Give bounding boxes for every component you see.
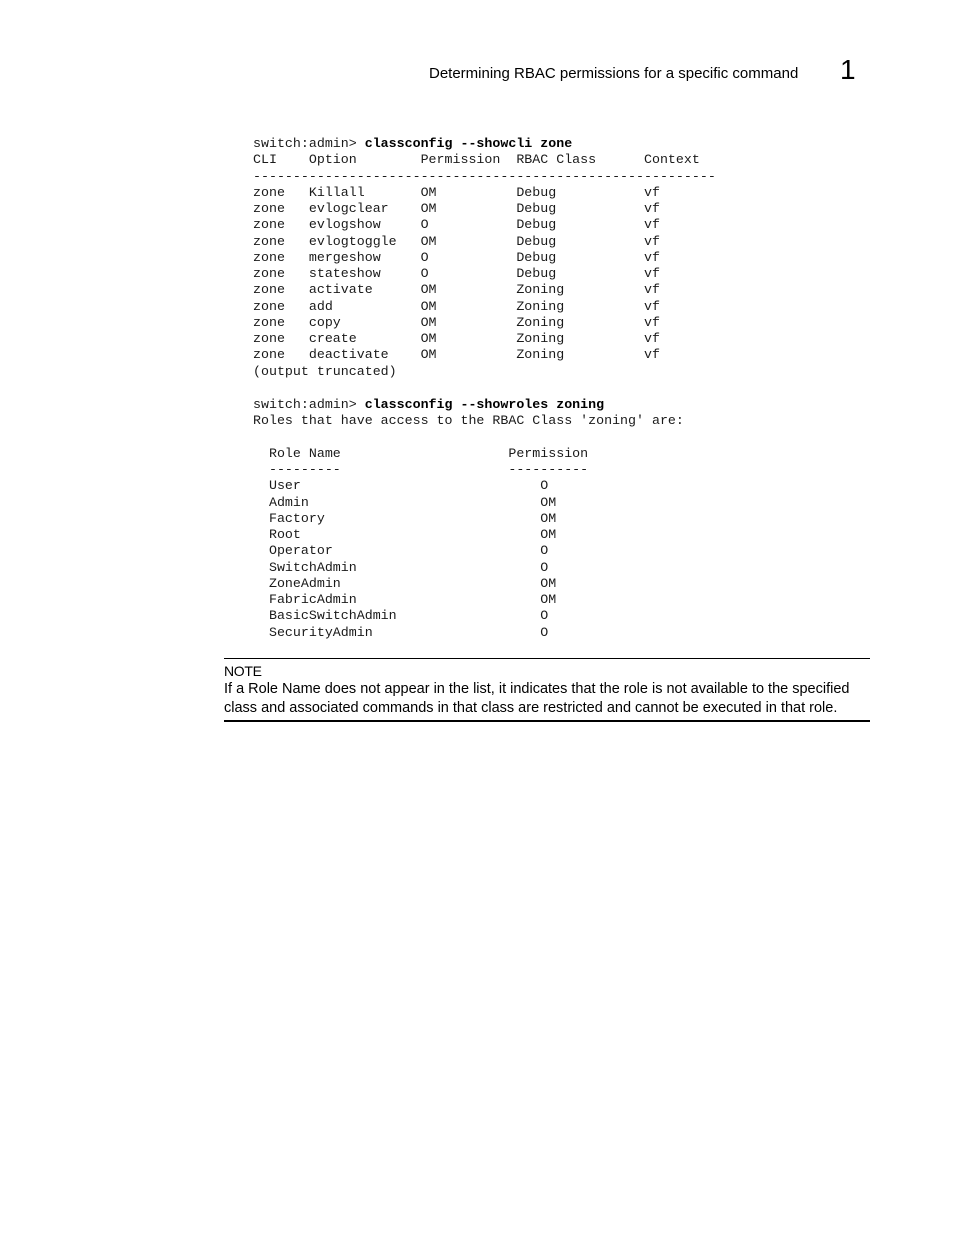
showroles-code-block (253, 397, 684, 641)
showcli-command-line (253, 136, 716, 152)
prompt: switch:admin> (253, 136, 365, 151)
showcli-table-header: CLI Option Permission RBAC Class Context (253, 152, 700, 168)
roles-table-row: FabricAdmin OM (253, 592, 557, 607)
roles-table-row: Admin OM (253, 494, 557, 510)
blank-line (253, 430, 684, 446)
roles-table-row: Factory OM (253, 510, 557, 526)
page-header-title: Determining RBAC permissions for a specific command (429, 65, 799, 82)
showroles-command-line (253, 397, 684, 413)
roles-rows (253, 478, 684, 641)
command: classconfig --showcli zone (364, 136, 573, 151)
showcli-table-row: zone copy OM Zoning vf (253, 314, 660, 330)
showcli-table-row: zone evlogshow O Debug vf (253, 217, 660, 233)
note-box (224, 658, 870, 722)
showcli-rows (253, 185, 716, 364)
showroles-intro: Roles that have access to the RBAC Class 'zoning' are: (253, 413, 684, 429)
showcli-table-row: zone add OM Zoning vf (253, 298, 660, 314)
chapter-number: 1 (840, 54, 856, 85)
showcli-table-row: zone stateshow O Debug vf (253, 266, 660, 281)
roles-table-row: BasicSwitchAdmin O (253, 608, 549, 624)
showcli-table-row: zone evlogclear OM Debug vf (253, 201, 660, 216)
showcli-table-row: zone deactivate OM Zoning vf (253, 347, 660, 363)
roles-table-header: Role Name Permission (253, 445, 589, 461)
command: classconfig --showroles zoning (364, 397, 605, 412)
showcli-table-row: zone activate OM Zoning vf (253, 282, 660, 298)
showcli-table-row: zone Killall OM Debug vf (253, 184, 660, 200)
roles-table-row: SwitchAdmin O (253, 559, 549, 575)
output-truncated-note: (output truncated) (253, 363, 397, 379)
note-text: If a Role Name does not appear in the list, it indicates that the role is not available to the specified class and associated commands in that class are restricted and cannot be executed in that role. (224, 681, 850, 716)
prompt: switch:admin> (253, 397, 365, 412)
roles-table-row: Operator O (253, 543, 549, 559)
roles-table-row: User O (253, 478, 549, 494)
showcli-table-row: zone evlogtoggle OM Debug vf (253, 233, 660, 249)
showcli-table-row: zone mergeshow O Debug vf (253, 249, 660, 265)
note-title: NOTE (224, 663, 262, 679)
showcli-table-row: zone create OM Zoning vf (253, 331, 660, 346)
roles-table-row: SecurityAdmin O (253, 624, 549, 640)
roles-separator: --------- ---------- (253, 462, 589, 477)
roles-table-row: Root OM (253, 527, 557, 542)
roles-table-row: ZoneAdmin OM (253, 575, 557, 591)
showcli-separator: ---------------------------------------------------------- (253, 168, 716, 184)
showcli-code-block (253, 136, 716, 380)
